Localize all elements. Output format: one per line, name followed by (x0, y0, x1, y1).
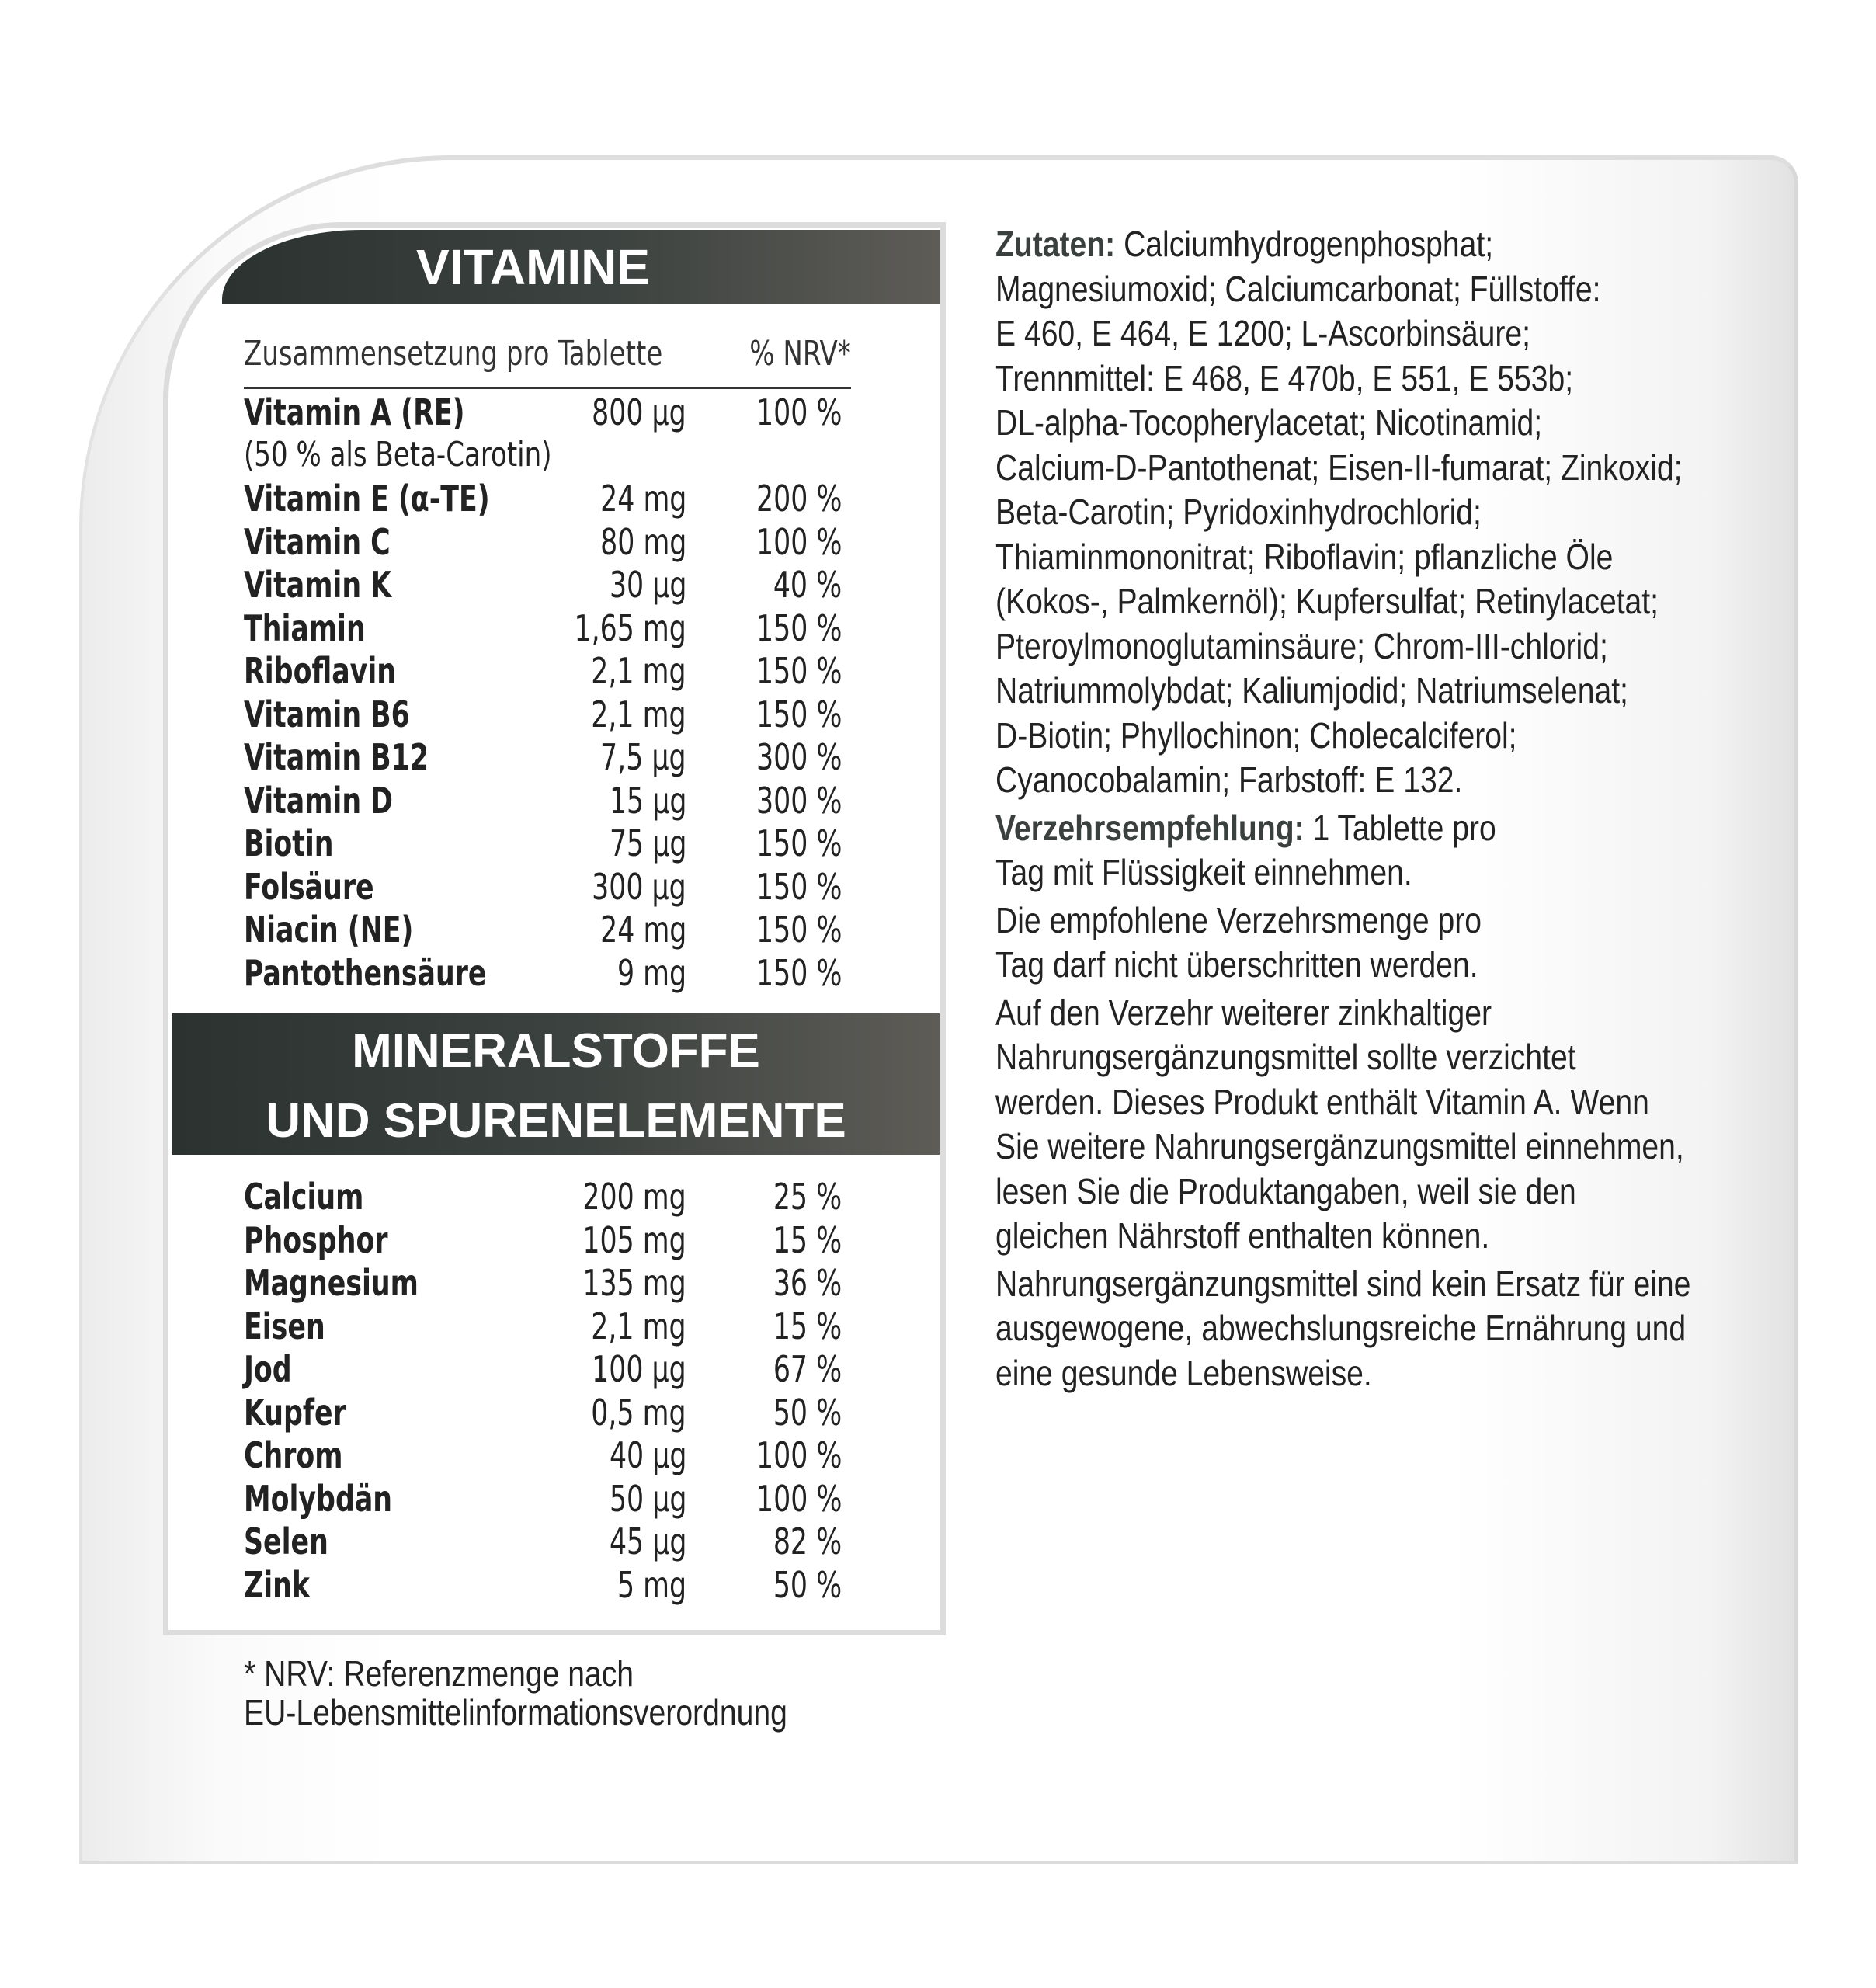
nutrient-amount: 800 µg (592, 391, 686, 433)
nutrient-nrv: 150 % (756, 909, 842, 951)
nutrient-nrv: 82 % (773, 1521, 842, 1562)
table-row (244, 564, 842, 607)
nutrient-nrv: 15 % (773, 1218, 842, 1261)
row-note: (50 % als Beta-Carotin) (244, 434, 552, 474)
nutrient-name: Thiamin (244, 606, 366, 649)
nutrient-nrv: 150 % (756, 693, 842, 735)
table-row (244, 1348, 842, 1392)
nutrient-amount: 1,65 mg (574, 606, 686, 649)
nutrient-amount: 2,1 mg (591, 650, 686, 692)
text-line: lesen Sie die Produktangaben, weil sie den (995, 1170, 1576, 1211)
text-line: Auf den Verzehr weiterer zinkhaltiger (995, 992, 1492, 1033)
table-row (244, 952, 842, 996)
nutrient-amount: 24 mg (599, 478, 686, 520)
nutrient-nrv: 150 % (756, 865, 842, 908)
table-row (244, 1434, 842, 1478)
footnote-line: * NRV: Referenzmenge nach (244, 1653, 634, 1694)
table-row (244, 607, 842, 651)
nutrient-amount: 80 mg (599, 520, 686, 563)
table-row-note (244, 435, 842, 478)
verzehr-text: 1 Tablette pro (1304, 807, 1496, 848)
nutrient-name: Vitamin B6 (244, 693, 410, 735)
nutrient-name: Pantothensäure (244, 951, 487, 994)
nutrient-nrv: 15 % (773, 1305, 842, 1347)
nrv-footnote (244, 1654, 883, 1732)
verzehr-line (995, 806, 1642, 851)
nutrient-name: Kupfer (244, 1391, 346, 1434)
nutrient-name: Folsäure (244, 865, 374, 908)
table-row (244, 780, 842, 823)
nutrient-nrv: 25 % (773, 1176, 842, 1218)
zutaten-line: Trennmittel: E 468, E 470b, E 551, E 553b; (995, 357, 1574, 398)
zutaten-line: Calcium-D-Pantothenat; Eisen-II-fumarat; Zinkoxid; (995, 447, 1683, 488)
hinweis-paragraph-1 (995, 898, 1756, 988)
table-row (244, 391, 842, 435)
table-row (244, 736, 842, 780)
nutrient-name: Zink (244, 1563, 310, 1606)
header-nrv-label: % NRV* (749, 334, 851, 374)
nutrient-nrv: 150 % (756, 951, 842, 994)
table-row (244, 521, 842, 565)
nutrient-nrv: 40 % (773, 564, 842, 606)
zutaten-line: (Kokos-, Palmkernöl); Kupfersulfat; Retinylacetat; (995, 581, 1659, 621)
text-line: Tag darf nicht überschritten werden. (995, 944, 1478, 985)
text-line: Nahrungsergänzungsmittel sollte verzichtet (995, 1037, 1576, 1077)
mineralstoffe-table (244, 1176, 842, 1607)
text-line: Sie weitere Nahrungsergänzungsmittel einnehmen, (995, 1126, 1684, 1166)
table-row (244, 866, 842, 909)
zutaten-line: Pteroylmonoglutaminsäure; Chrom-III-chlorid; (995, 625, 1608, 666)
nutrient-amount: 30 µg (609, 564, 686, 606)
vitamine-heading: VITAMINE (222, 230, 940, 304)
vitamine-table (244, 391, 842, 995)
text-line: werden. Dieses Produkt enthält Vitamin A. Wenn (995, 1081, 1649, 1122)
nutrient-name: Magnesium (244, 1262, 419, 1304)
nutrient-nrv: 36 % (773, 1262, 842, 1304)
hinweis-paragraph-2 (995, 991, 1756, 1259)
text-line: Nahrungsergänzungsmittel sind kein Ersatz für eine (995, 1263, 1691, 1304)
nutrient-nrv: 100 % (756, 1477, 842, 1520)
table-row (244, 1521, 842, 1564)
nutrient-name: Vitamin C (244, 520, 391, 563)
nutrient-name: Vitamin A (RE) (244, 391, 465, 433)
nutrient-name: Calcium (244, 1176, 364, 1218)
verzehr-paragraph (995, 806, 1756, 895)
nutrient-name: Eisen (244, 1305, 325, 1347)
text-line: gleichen Nährstoff enthalten können. (995, 1215, 1490, 1256)
zutaten-line (995, 222, 1642, 267)
text-line: ausgewogene, abwechslungsreiche Ernährung und (995, 1308, 1687, 1348)
table-row (244, 822, 842, 866)
table-row (244, 693, 842, 737)
zutaten-label: Zutaten: (995, 224, 1116, 264)
zutaten-line: Beta-Carotin; Pyridoxinhydrochlorid; (995, 492, 1482, 532)
nutrient-amount: 200 mg (582, 1176, 686, 1218)
nutrient-nrv: 50 % (773, 1391, 842, 1434)
nutrient-nrv: 300 % (756, 736, 842, 778)
nutrient-nrv: 150 % (756, 822, 842, 864)
mineralstoffe-heading (172, 1013, 940, 1155)
info-column (995, 222, 1756, 1399)
zutaten-line: D-Biotin; Phyllochinon; Cholecalciferol; (995, 714, 1517, 756)
nutrient-name: Niacin (NE) (244, 909, 414, 951)
table-row (244, 1305, 842, 1349)
verzehr-label: Verzehrsempfehlung: (995, 807, 1305, 848)
table-header (244, 329, 851, 389)
mineralstoffe-heading-line2: UND SPURENELEMENTE (266, 1094, 846, 1148)
verzehr-line: Tag mit Flüssigkeit einnehmen. (995, 852, 1412, 892)
nutrient-name: Molybdän (244, 1477, 393, 1520)
nutrient-amount: 300 µg (592, 865, 686, 908)
nutrient-name: Riboflavin (244, 650, 396, 692)
text-line: Die empfohlene Verzehrsmenge pro (995, 899, 1482, 940)
nutrient-nrv: 100 % (756, 520, 842, 563)
zutaten-line: E 460, E 464, E 1200; L-Ascorbinsäure; (995, 313, 1531, 353)
zutaten-line: DL-alpha-Tocopherylacetat; Nicotinamid; (995, 402, 1543, 443)
nutrient-nrv: 150 % (756, 650, 842, 692)
nutrient-nrv: 67 % (773, 1348, 842, 1390)
nutrient-name: Vitamin E (α-TE) (244, 478, 490, 520)
nutrient-amount: 7,5 µg (600, 736, 686, 778)
nutrient-amount: 50 µg (609, 1477, 686, 1520)
mineralstoffe-heading-line1: MINERALSTOFFE (352, 1024, 760, 1078)
table-row (244, 650, 842, 693)
nutrient-nrv: 50 % (773, 1563, 842, 1606)
table-row (244, 1219, 842, 1263)
table-row (244, 1176, 842, 1219)
nutrient-amount: 45 µg (609, 1521, 686, 1562)
nutrient-nrv: 300 % (756, 779, 842, 822)
zutaten-text: Calciumhydrogenphosphat; (1124, 224, 1494, 264)
footnote-line: EU-Lebensmittelinformationsverordnung (244, 1692, 787, 1733)
zutaten-line: Magnesiumoxid; Calciumcarbonat; Füllstoffe: (995, 268, 1601, 309)
table-row (244, 478, 842, 521)
nutrient-amount: 135 mg (582, 1262, 686, 1304)
nutrient-nrv: 150 % (756, 606, 842, 649)
table-row (244, 1262, 842, 1305)
zutaten-line: Cyanocobalamin; Farbstoff: E 132. (995, 759, 1463, 800)
nutrient-amount: 5 mg (617, 1563, 686, 1606)
table-row (244, 909, 842, 952)
nutrient-nrv: 100 % (756, 391, 842, 433)
nutrient-amount: 2,1 mg (591, 693, 686, 735)
zutaten-paragraph (995, 222, 1756, 803)
nutrient-nrv: 100 % (756, 1434, 842, 1476)
nutrient-amount: 100 µg (592, 1348, 686, 1390)
nutrient-amount: 15 µg (609, 779, 686, 822)
nutrient-name: Vitamin K (244, 564, 392, 606)
nutrient-amount: 24 mg (599, 909, 686, 951)
nutrient-amount: 9 mg (617, 951, 686, 994)
nutrient-name: Selen (244, 1521, 328, 1562)
nutrient-amount: 40 µg (609, 1434, 686, 1476)
table-row (244, 1478, 842, 1521)
nutrient-name: Vitamin D (244, 779, 394, 822)
nutrient-amount: 105 mg (582, 1218, 686, 1261)
nutrient-name: Phosphor (244, 1218, 388, 1261)
nutrient-name: Vitamin B12 (244, 736, 429, 778)
nutrient-amount: 75 µg (609, 822, 686, 864)
text-line: eine gesunde Lebensweise. (995, 1352, 1372, 1393)
hinweis-paragraph-3 (995, 1262, 1756, 1396)
nutrient-name: Jod (244, 1348, 292, 1390)
table-row (244, 1392, 842, 1435)
header-composition-label: Zusammensetzung pro Tablette (244, 334, 663, 374)
table-row (244, 1564, 842, 1607)
nutrient-amount: 0,5 mg (591, 1391, 686, 1434)
nutrient-nrv: 200 % (756, 478, 842, 520)
nutrient-amount: 2,1 mg (591, 1305, 686, 1347)
zutaten-line: Thiaminmononitrat; Riboflavin; pflanzliche Öle (995, 536, 1614, 577)
zutaten-line: Natriummolybdat; Kaliumjodid; Natriumselenat; (995, 670, 1628, 711)
nutrient-name: Biotin (244, 822, 334, 864)
nutrient-name: Chrom (244, 1434, 343, 1476)
